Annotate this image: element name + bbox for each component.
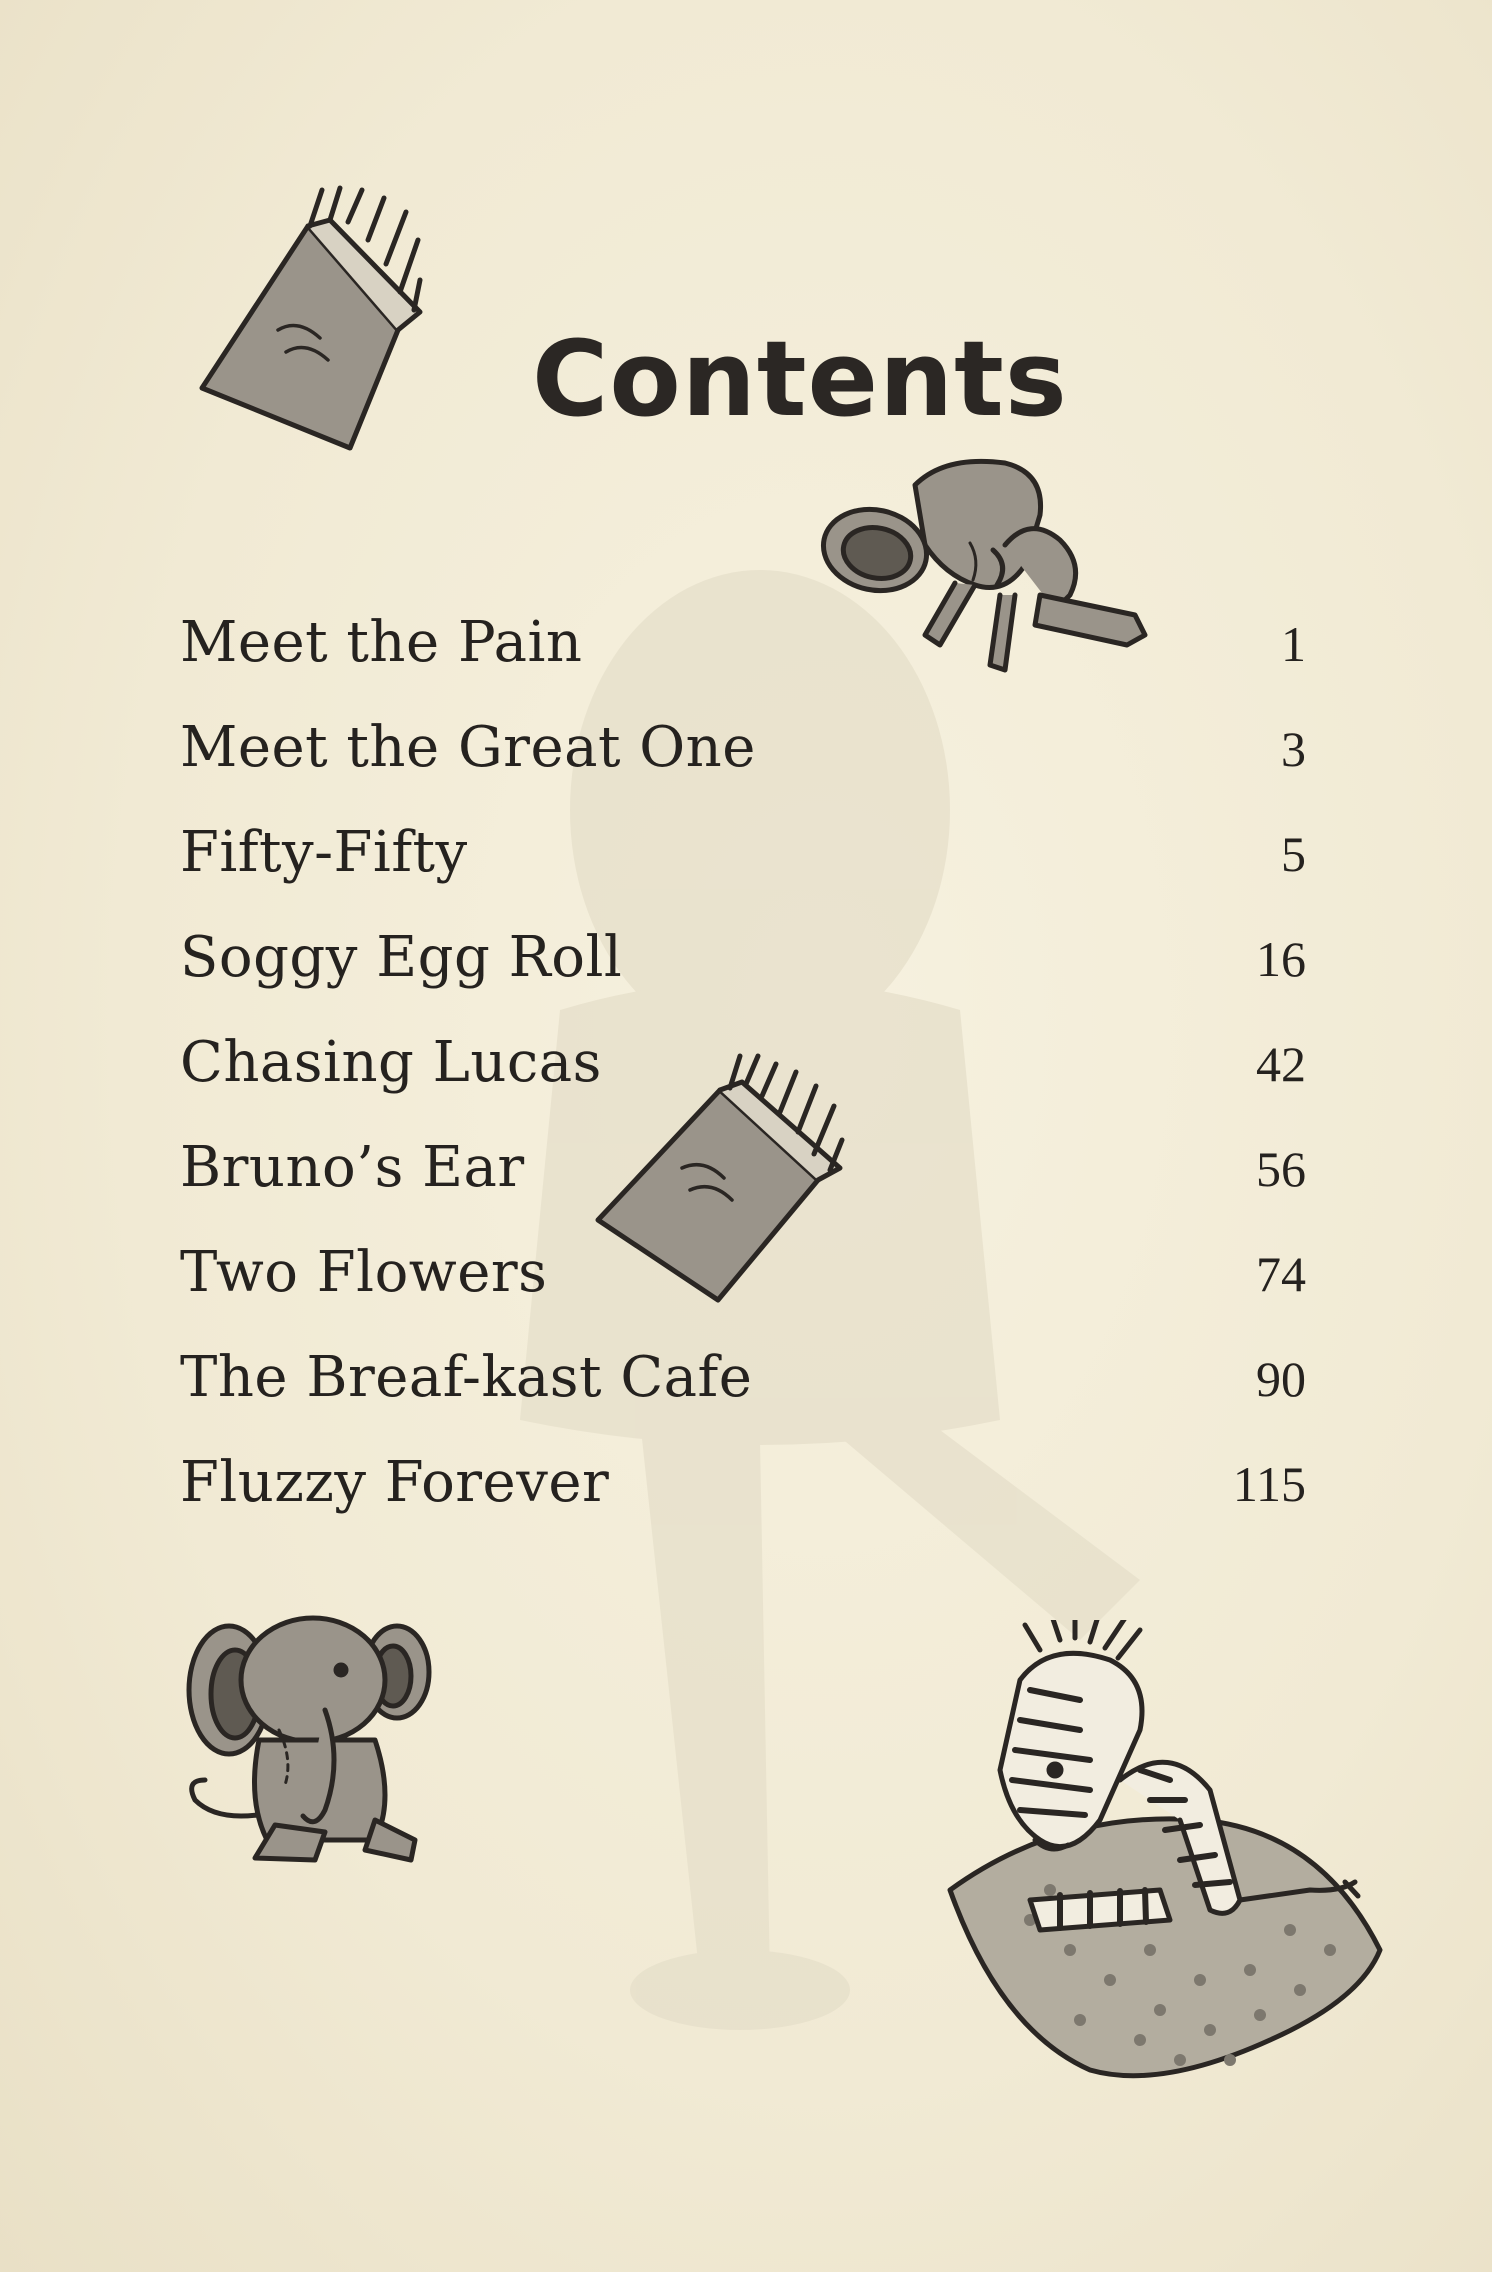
chapter-page-number: 1 [1281, 616, 1306, 672]
chapter-page-number: 115 [1232, 1456, 1306, 1512]
toc-entry[interactable] [180, 820, 1310, 925]
chapter-page-number: 42 [1256, 1036, 1306, 1092]
chapter-title: Chasing Lucas [180, 1030, 602, 1095]
chapter-title: The Breaf-kast Cafe [180, 1345, 753, 1410]
chapter-title: Fifty-Fifty [180, 820, 468, 885]
chapter-title: Soggy Egg Roll [180, 925, 623, 990]
book-icon [590, 1050, 850, 1310]
elephant-plush-icon [175, 1610, 445, 1870]
chapter-page-number: 5 [1281, 826, 1306, 882]
chapter-title: Meet the Great One [180, 715, 756, 780]
toc-entry[interactable] [180, 925, 1310, 1030]
chapter-title: Meet the Pain [180, 610, 583, 675]
book-icon [190, 180, 430, 460]
zebra-plush-icon [940, 1620, 1400, 2090]
toc-entry[interactable] [180, 1345, 1310, 1450]
chapter-page-number: 56 [1256, 1141, 1306, 1197]
chapter-page-number: 74 [1256, 1246, 1306, 1302]
chapter-title: Two Flowers [180, 1240, 548, 1305]
toc-entry[interactable] [180, 610, 1310, 715]
toc-entry[interactable] [180, 1450, 1310, 1555]
chapter-page-number: 3 [1281, 721, 1306, 777]
chapter-title: Bruno’s Ear [180, 1135, 525, 1200]
chapter-title: Fluzzy Forever [180, 1450, 610, 1515]
page-title: Contents [532, 318, 1068, 440]
toc-entry[interactable] [180, 715, 1310, 820]
chapter-page-number: 90 [1256, 1351, 1306, 1407]
chapter-page-number: 16 [1256, 931, 1306, 987]
